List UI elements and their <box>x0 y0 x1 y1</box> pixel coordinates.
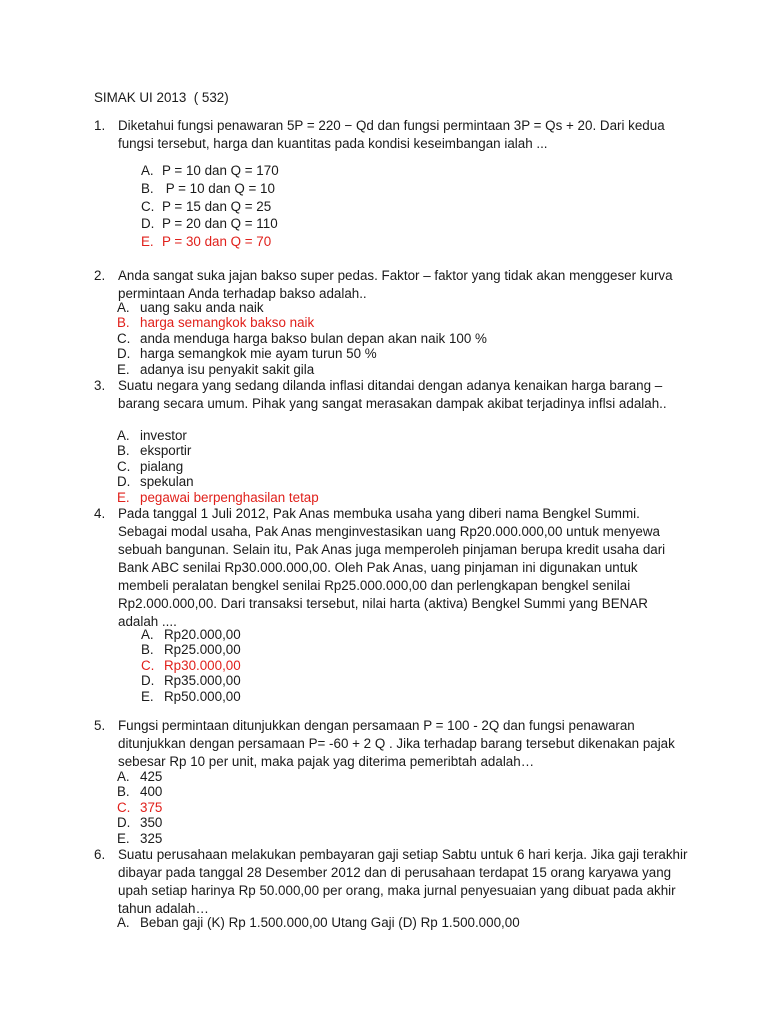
question-number: 2. <box>94 268 106 283</box>
question-number: 3. <box>94 378 106 393</box>
option-label: A. <box>141 627 154 642</box>
option-text: uang saku anda naik <box>140 300 264 315</box>
option-label: D. <box>141 216 155 232</box>
option-label: E. <box>117 830 130 846</box>
option-label: E. <box>117 361 130 377</box>
document-title: SIMAK UI 2013 ( 532) <box>94 90 229 105</box>
option-label: C. <box>141 198 155 214</box>
option-text: pegawai berpenghasilan tetap <box>140 489 319 505</box>
option-label: B. <box>117 443 130 459</box>
question-number: 4. <box>94 506 106 521</box>
option-text: pialang <box>140 458 184 474</box>
option-label: A. <box>141 163 154 178</box>
option-text: P = 15 dan Q = 25 <box>162 198 272 214</box>
option-label: D. <box>141 673 155 689</box>
option-text: harga semangkok mie ayam turun 50 % <box>140 346 377 362</box>
option-text: adanya isu penyakit sakit gila <box>140 361 315 377</box>
question-text: Suatu perusahaan melakukan pembayaran gaji setiap Sabtu untuk 6 hari kerja. Jika gaji terakhir dibayar pada tanggal 28 Desember 2012 dan di perusahaan terdapat 15 orang karyawa yang upah setiap harinya Rp 50.000,00 per orang, maka jurnal penyesuaian yang dibuat pada akhir tahun adalah… <box>118 847 688 916</box>
option-label: A. <box>117 769 130 784</box>
option-text: Beban gaji (K) Rp 1.500.000,00 Utang Gaji (D) Rp 1.500.000,00 <box>140 915 520 930</box>
option-text: 400 <box>140 784 163 800</box>
option-label: D. <box>117 474 131 490</box>
option-text: investor <box>140 428 187 443</box>
option-text: 325 <box>140 830 163 846</box>
option-text: 350 <box>140 815 163 831</box>
option-label: B. <box>141 180 154 196</box>
option-text: P = 10 dan Q = 170 <box>162 163 279 178</box>
question-text: Suatu negara yang sedang dilanda inflasi ditandai dengan adanya kenaikan harga barang – barang secara umum. Pihak yang sangat merasakan dampak akibat terjadinya inflsi adalah.. <box>118 378 667 411</box>
option-text: P = 20 dan Q = 110 <box>162 216 278 232</box>
option-text: harga semangkok bakso naik <box>140 315 315 331</box>
option-label: B. <box>117 784 130 800</box>
option-label: A. <box>117 915 130 930</box>
option-text: Rp50.000,00 <box>164 688 241 704</box>
question-text: Pada tanggal 1 Juli 2012, Pak Anas membuka usaha yang diberi nama Bengkel Summi. Sebagai modal usaha, Pak Anas menginvestasikan uang Rp20.000.000,00 untuk menyewa sebuah bangunan. Selain itu, Pak Anas juga memperoleh pinjaman berupa kredit usaha dari Bank ABC senilai Rp30.000.000,00. Oleh Pak Anas, uang pinjaman ini digunakan untuk membeli peralatan bengkel senilai Rp25.000.000,00 dan perlengkapan bengkel senilai Rp2.000.000,00. Dari transaksi tersebut, nilai harta (aktiva) Bengkel Summi yang BENAR adalah .... <box>118 506 666 629</box>
option-label: E. <box>141 688 154 704</box>
option-label: E. <box>117 489 130 505</box>
question-number: 5. <box>94 718 106 733</box>
option-label: B. <box>141 642 154 658</box>
option-text: 375 <box>140 799 163 815</box>
question-text: Diketahui fungsi penawaran 5P = 220 − Qd dan fungsi permintaan 3P = Qs + 20. Dari kedua fungsi tersebut, harga dan kuantitas pada kondisi keseimbangan ialah ... <box>118 118 665 151</box>
option-text: anda menduga harga bakso bulan depan akan naik 100 % <box>140 330 487 346</box>
option-text: P = 30 dan Q = 70 <box>162 234 272 250</box>
option-label: E. <box>141 234 154 250</box>
option-text: eksportir <box>140 443 192 459</box>
option-text: Rp25.000,00 <box>164 642 241 658</box>
question-text: Fungsi permintaan ditunjukkan dengan persamaan P = 100 - 2Q dan fungsi penawaran ditunjukkan dengan persamaan P= -60 + 2 Q . Jika terhadap barang tersebut dikenakan pajak sebesar Rp 10 per unit, maka pajak yag diterima pemeribtah adalah… <box>118 718 675 769</box>
option-label: C. <box>117 330 131 346</box>
option-text: 425 <box>140 769 163 784</box>
question-number: 1. <box>94 118 106 133</box>
option-label: C. <box>141 657 155 673</box>
option-text: P = 10 dan Q = 10 <box>162 180 275 196</box>
option-label: D. <box>117 815 131 831</box>
option-label: A. <box>117 428 130 443</box>
option-text: Rp35.000,00 <box>164 673 241 689</box>
option-label: B. <box>117 315 130 331</box>
option-label: A. <box>117 300 130 315</box>
option-text: Rp30.000,00 <box>164 657 241 673</box>
option-text: spekulan <box>140 474 194 490</box>
question-number: 6. <box>94 847 106 862</box>
option-label: C. <box>117 799 131 815</box>
question-text: Anda sangat suka jajan bakso super pedas. Faktor – faktor yang tidak akan menggeser kurva permintaan Anda terhadap bakso adalah.. <box>118 268 673 301</box>
option-label: D. <box>117 346 131 362</box>
option-label: C. <box>117 458 131 474</box>
option-text: Rp20.000,00 <box>164 627 241 642</box>
